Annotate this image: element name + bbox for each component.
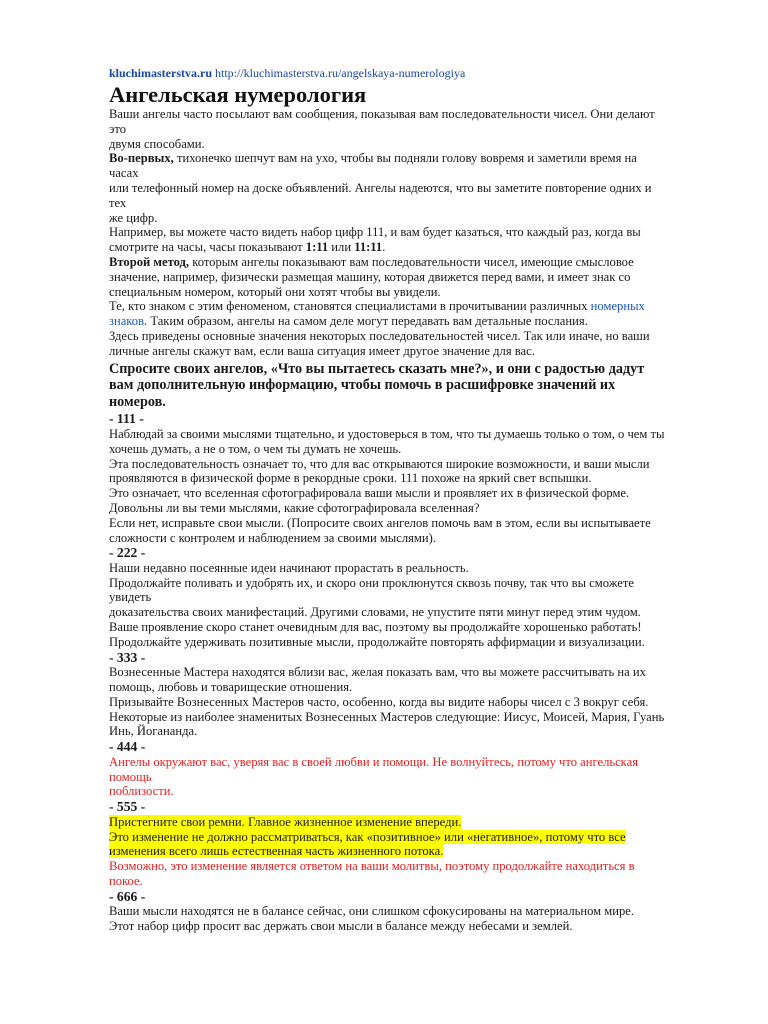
number-signs-link[interactable]: номерных — [590, 299, 645, 314]
first-method-line: тех — [109, 195, 127, 210]
section-line: Некоторые из наиболее знаменитых Вознесенных Мастеров следующие: Иисус, Моисей, Мария, Гуань — [109, 709, 665, 724]
first-method-line — [109, 151, 714, 166]
intro-section — [109, 107, 714, 359]
section-number: - 555 - — [109, 799, 146, 815]
source-site-link[interactable]: kluchimasterstva.ru — [109, 66, 212, 80]
section-line: Возможно, это изменение является ответом на ваши молитвы, поэтому продолжайте находиться в — [109, 859, 635, 874]
first-method-label: Во-первых, — [109, 151, 174, 166]
second-method-line: специальным номером, который они хотят чтобы вы увидели. — [109, 284, 441, 299]
section-222 — [109, 545, 714, 649]
section-line: хочешь думать, а не о том, о чем ты думать не хочешь. — [109, 441, 402, 456]
section-number: - 111 - — [109, 411, 144, 427]
section-line: сложности с контролем и наблюдением за своими мыслями). — [109, 530, 436, 545]
second-method-line — [109, 255, 714, 270]
second-method-text: которым ангелы показывают вам последовательности чисел, имеющие смысловое — [189, 254, 634, 269]
section-line: Довольны ли вы теми мыслями, какие сфотографировала вселенная? — [109, 500, 480, 515]
specialists-text: Те, кто знаком с этим феноменом, становятся специалистами в прочитывании различных — [109, 299, 591, 314]
example-text: . — [382, 240, 386, 255]
here-line: личные ангелы скажут вам, если ваша ситуация имеет другое значение для вас. — [109, 343, 535, 358]
section-111 — [109, 411, 714, 545]
section-333 — [109, 650, 714, 740]
section-line: Ангелы окружают вас, уверяя вас в своей любви и помощи. Не волнуйтесь, потому что ангельская — [109, 754, 638, 769]
section-line: Наши недавно посеянные идеи начинают прорастать в реальность. — [109, 560, 469, 575]
second-method-line: значение, например, физически размещая машину, которая движется перед вами, и имеет знак со — [109, 269, 631, 284]
example-line — [109, 240, 714, 255]
section-444 — [109, 739, 714, 799]
section-555 — [109, 799, 714, 889]
example-line: Например, вы можете часто видеть набор цифр 111, и вам будет казаться, что каждый раз, когда вы — [109, 225, 641, 240]
page-title: Ангельская нумерология — [109, 82, 367, 107]
section-line: Ваши мысли находятся не в балансе сейчас, они слишком сфокусированы на материальном мире. — [109, 904, 635, 919]
intro-line: двумя способами. — [109, 136, 205, 151]
section-line: Наблюдай за своими мыслями тщательно, и удостоверься в том, что ты думаешь только о том, о чем ты — [109, 426, 665, 441]
section-line: доказательства своих манифестаций. Другими словами, не упустите пяти минут перед этим чудом. — [109, 605, 641, 620]
section-number: - 666 - — [109, 888, 146, 904]
section-line: Эта последовательность означает то, что для вас открываются широкие возможности, и ваши мысли — [109, 456, 650, 471]
section-line — [109, 815, 714, 830]
ask-heading-line: номеров. — [109, 393, 166, 410]
first-method-line: же цифр. — [109, 210, 158, 225]
time-value: 11:11 — [354, 240, 383, 255]
section-line: покое. — [109, 874, 143, 889]
section-line: Продолжайте удерживать позитивные мысли, продолжайте повторять аффирмации и визуализации. — [109, 634, 645, 649]
section-number: - 444 - — [109, 739, 146, 755]
example-text: смотрите на часы, часы показывают — [109, 240, 306, 255]
highlighted-text: Это изменение не должно рассматриваться, как «позитивное» или «негативное», потому что все — [109, 829, 626, 844]
section-line: Если нет, исправьте свои мысли. (Попросите своих ангелов помочь вам в этом, если вы испытываете — [109, 515, 651, 530]
intro-line: Ваши ангелы часто посылают вам сообщения, показывая вам последовательности чисел. Они делают — [109, 107, 655, 121]
section-number: - 333 - — [109, 649, 146, 665]
ask-heading-line: Спросите своих ангелов, «Что вы пытаетесь сказать мне?», и они с радостью дадут — [109, 360, 645, 377]
section-line: помощь, любовь и товарищеские отношения. — [109, 680, 353, 695]
section-line: помощь — [109, 769, 152, 784]
section-line: Этот набор цифр просит вас держать свои мысли в балансе между небесами и землей. — [109, 919, 573, 934]
example-text: или — [328, 240, 355, 255]
section-line: Вознесенные Мастера находятся вблизи вас, желая показать вам, что вы можете рассчитывать на их — [109, 665, 646, 680]
intro-line: это — [109, 121, 127, 136]
section-line: Инь, Йогананда. — [109, 724, 198, 739]
source-line — [109, 66, 714, 80]
section-line: проявляются в физической форме в рекордные сроки. 111 похоже на яркий свет вспышки. — [109, 471, 592, 486]
specialists-line — [109, 314, 714, 329]
section-666 — [109, 889, 714, 934]
number-signs-link[interactable]: знаков — [109, 314, 145, 329]
highlighted-text: изменения всего лишь естественная часть жизненного потока. — [109, 844, 444, 859]
ask-heading-line: вам дополнительную информацию, чтобы помочь в расшифровке значений их — [109, 377, 616, 394]
time-value: 1:11 — [305, 240, 329, 255]
section-line — [109, 830, 714, 845]
specialists-text: . Таким образом, ангелы на самом деле могут передавать вам детальные послания. — [144, 314, 588, 329]
section-line — [109, 844, 714, 859]
specialists-line — [109, 299, 714, 314]
highlighted-text: Пристегните свои ремни. Главное жизненное изменение впереди. — [109, 814, 462, 829]
ask-heading — [109, 361, 714, 411]
section-line: поблизости. — [109, 784, 174, 799]
source-url-link[interactable]: http://kluchimasterstva.ru/angelskaya-numerologiya — [215, 66, 466, 80]
document-page — [109, 64, 714, 934]
here-line: Здесь приведены основные значения некоторых последовательностей чисел. Так или иначе, но ваши — [109, 328, 650, 343]
first-method-line: часах — [109, 166, 139, 181]
section-line: Это означает, что вселенная сфотографировала ваши мысли и проявляет их в физической форме. — [109, 486, 630, 501]
first-method-line: или телефонный номер на доске объявлений. Ангелы надеются, что вы заметите повторение одних и — [109, 180, 652, 195]
section-line: Продолжайте поливать и удобрять их, и скоро они проклюнутся сквозь почву, так что вы сможете — [109, 575, 634, 590]
section-line: Призывайте Вознесенных Мастеров часто, особенно, когда вы видите наборы чисел с 3 вокруг себя. — [109, 694, 649, 709]
second-method-label: Второй метод, — [109, 254, 190, 269]
first-method-text: тихонечко шепчут вам на ухо, чтобы вы подняли голову вовремя и заметили время на — [173, 151, 637, 166]
section-line: увидеть — [109, 590, 152, 605]
section-line: Ваше проявление скоро станет очевидным для вас, поэтому вы продолжайте хорошенько работать! — [109, 620, 642, 635]
section-number: - 222 - — [109, 545, 146, 561]
